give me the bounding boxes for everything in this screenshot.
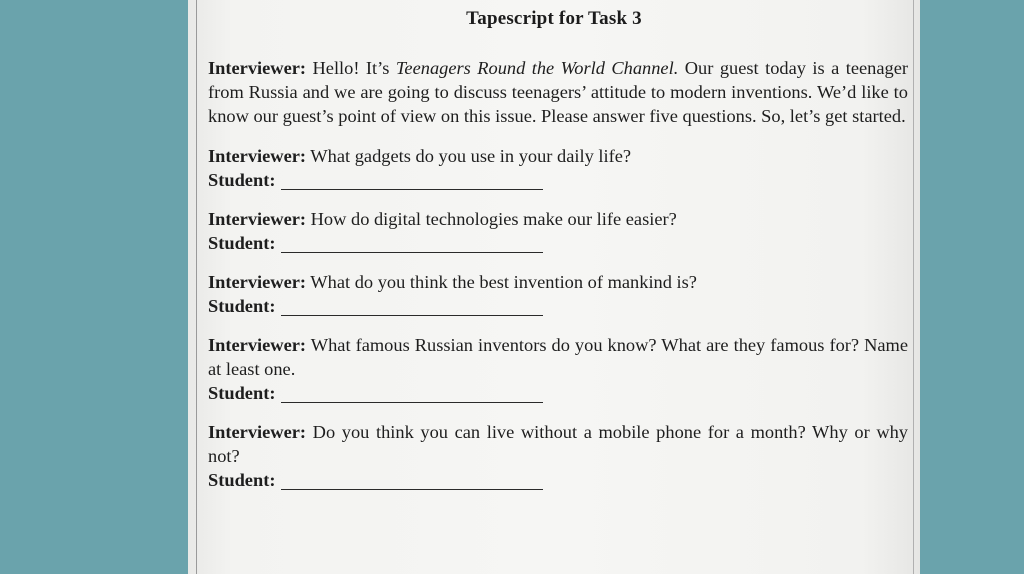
intro-text-start: Hello! It’s — [306, 58, 396, 78]
student-label: Student: — [208, 170, 276, 190]
student-label: Student: — [208, 470, 276, 490]
student-label: Student: — [208, 383, 276, 403]
question-text: Do you think you can live without a mobile phone for a month? Why or why not? — [208, 422, 908, 466]
question-line — [208, 270, 908, 294]
student-answer-row — [208, 294, 908, 318]
background-left — [0, 0, 188, 574]
answer-blank[interactable] — [281, 189, 543, 190]
answer-blank[interactable] — [281, 315, 543, 316]
interviewer-label: Interviewer: — [208, 335, 307, 355]
page-edge-left — [196, 0, 197, 574]
interviewer-label: Interviewer: — [208, 422, 307, 442]
question-line — [208, 207, 908, 231]
question-block — [208, 144, 908, 192]
question-block — [208, 270, 908, 318]
question-text: What do you think the best invention of mankind is? — [306, 272, 697, 292]
background-right — [920, 0, 1024, 574]
question-line — [208, 420, 908, 468]
question-block — [208, 333, 908, 405]
student-answer-row — [208, 381, 908, 405]
answer-blank[interactable] — [281, 489, 543, 490]
interviewer-label: Interviewer: — [208, 146, 307, 166]
question-text: What famous Russian inventors do you know? What are they famous for? Name at least one. — [208, 335, 908, 379]
page-title: Tapescript for Task 3 — [466, 8, 642, 29]
interviewer-label: Interviewer: — [208, 272, 307, 292]
intro-text-rest: Our guest today is a teenager from Russia and we are going to discuss teenagers’ attitude to modern inventions. We’d like to know our guest’s point of view on this issue. Please answer five questions. So, let’s get started. — [208, 58, 908, 126]
student-label: Student: — [208, 233, 276, 253]
intro-speaker: Interviewer: — [208, 58, 307, 78]
answer-blank[interactable] — [281, 402, 543, 403]
answer-blank[interactable] — [281, 252, 543, 253]
interviewer-label: Interviewer: — [208, 209, 307, 229]
question-text: What gadgets do you use in your daily life? — [306, 146, 632, 166]
question-text: How do digital technologies make our life easier? — [306, 209, 677, 229]
document-body — [208, 56, 908, 492]
question-line — [208, 144, 908, 168]
intro-paragraph — [208, 56, 908, 128]
page-edge-right — [913, 0, 914, 574]
question-block — [208, 207, 908, 255]
question-block — [208, 420, 908, 492]
student-answer-row — [208, 231, 908, 255]
student-answer-row — [208, 468, 908, 492]
channel-name: Teenagers Round the World Channel. — [395, 58, 679, 78]
document-page — [188, 0, 920, 574]
student-answer-row — [208, 168, 908, 192]
question-line — [208, 333, 908, 381]
student-label: Student: — [208, 296, 276, 316]
